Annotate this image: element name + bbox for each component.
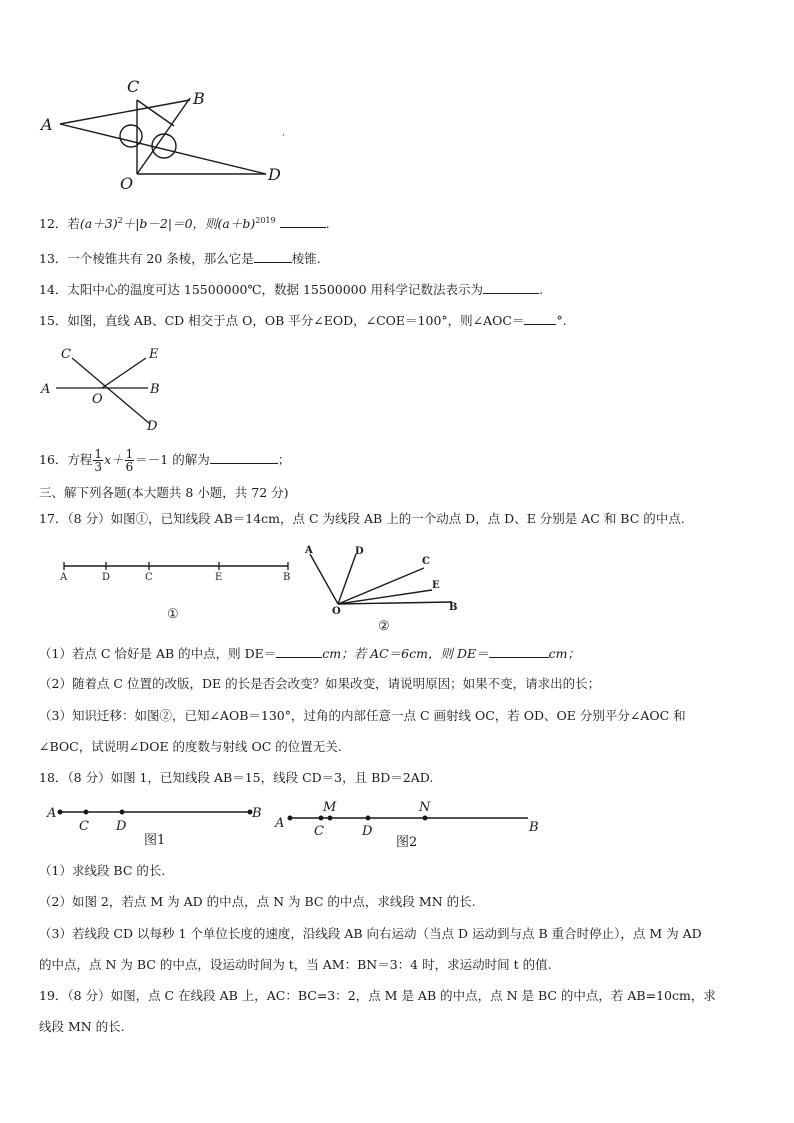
label-M: M xyxy=(323,800,337,815)
q14-number: 14． xyxy=(39,282,68,297)
question-14 xyxy=(39,282,543,298)
q12-expr2: (a＋b) xyxy=(217,216,256,232)
label-O: O xyxy=(332,606,341,617)
label-A: A xyxy=(41,115,53,134)
label-D: D xyxy=(116,819,127,834)
q12-number: 12． xyxy=(39,216,68,232)
q16-x: x＋ xyxy=(104,452,124,467)
q17-part1-a: （1）若点 C 恰好是 AB 的中点，则 DE＝ xyxy=(39,646,277,661)
q15-text: 如图，直线 AB、CD 相交于点 O，OB 平分∠EOD，∠COE＝100°，则∠AOC＝ xyxy=(67,313,525,328)
q16-pre: 方程 xyxy=(67,452,93,467)
label-D: D xyxy=(355,546,364,557)
label-B: B xyxy=(449,602,458,613)
label-D: D xyxy=(147,419,158,434)
label-A: A xyxy=(60,572,68,583)
label-A: A xyxy=(47,806,57,821)
question-19-line1: 19．（8 分）如图，点 C 在线段 AB 上，AC：BC=3：2，点 M 是 AB 的中点，点 N 是 BC 的中点，若 AB=10cm，求 xyxy=(39,988,716,1003)
label-C: C xyxy=(61,347,71,362)
label-A: A xyxy=(305,545,313,556)
q17-blank-1[interactable] xyxy=(276,646,322,658)
label-B: B xyxy=(193,89,205,108)
caption-fig2: ② xyxy=(378,619,390,634)
caption-fig1: 图1 xyxy=(144,833,166,848)
q12-mid: ＋|b－2|＝0，则 xyxy=(122,216,218,232)
q13-answer-blank[interactable] xyxy=(254,251,292,263)
question-18-stem: 18．（8 分）如图 1，已知线段 AB＝15，线段 CD＝3，且 BD＝2AD. xyxy=(39,770,434,785)
figure-q15-intersecting-lines xyxy=(36,342,176,434)
label-C: C xyxy=(79,819,89,834)
figure-q17-angle xyxy=(296,544,466,636)
caption-fig1: ① xyxy=(167,607,179,622)
q17-part3-line1: （3）知识迁移：如图②，已知∠AOB＝130°，过角的内部任意一点 C 画射线 OC，若 OD、OE 分别平分∠AOC 和 xyxy=(39,708,686,723)
q17-part1-b: cm；若 AC＝6cm，则 DE＝ xyxy=(322,646,489,661)
question-13 xyxy=(39,251,321,267)
question-12 xyxy=(39,213,330,232)
label-A: A xyxy=(275,816,285,831)
label-D: D xyxy=(102,572,111,583)
label-B: B xyxy=(252,806,262,821)
label-E: E xyxy=(432,580,440,591)
stray-dot: · xyxy=(282,131,285,141)
caption-fig2: 图2 xyxy=(396,835,418,850)
q16-number: 16． xyxy=(39,452,68,467)
fraction-one-sixth: $\frac{1}{6}$ xyxy=(125,447,134,474)
q17-blank-2[interactable] xyxy=(489,646,549,658)
label-B: B xyxy=(283,572,291,583)
q18-part2: （2）如图 2，若点 M 为 AD 的中点，点 N 为 BC 的中点，求线段 MN 的长. xyxy=(39,894,476,909)
q14-text: 太阳中心的温度可达 15500000℃，数据 15500000 用科学记数法表示为 xyxy=(67,282,484,297)
label-C: C xyxy=(314,824,324,839)
q18-part3-line2: 的中点，点 N 为 BC 的中点，设运动时间为 t，当 AM：BN＝3：4 时，求运动时间 t 的值. xyxy=(39,957,552,972)
q12-exp2: 2019 xyxy=(255,216,276,225)
q17-part2: （2）随着点 C 位置的改版，DE 的长是否会改变？如果改变，请说明原因；如果不变，请求出的长； xyxy=(39,676,601,691)
label-C: C xyxy=(422,556,430,567)
q17-part1 xyxy=(39,646,580,662)
label-B: B xyxy=(529,820,539,835)
label-D: D xyxy=(362,824,373,839)
label-A: A xyxy=(41,382,51,397)
section-heading: 三、解下列各题(本大题共 8 小题，共 72 分) xyxy=(39,485,289,500)
q13-text: 一个棱锥共有 20 条棱，那么它是 xyxy=(67,251,254,266)
q16-answer-blank[interactable] xyxy=(210,452,278,464)
q14-answer-blank[interactable] xyxy=(483,282,539,294)
figure-q17-segment xyxy=(54,552,304,624)
q18-part1: （1）求线段 BC 的长. xyxy=(39,863,166,878)
figure-q18-fig1 xyxy=(44,800,270,850)
label-N: N xyxy=(419,800,431,815)
label-D: D xyxy=(268,165,281,184)
q14-end: . xyxy=(539,282,544,297)
question-16 xyxy=(39,448,290,473)
label-O: O xyxy=(120,174,134,193)
q12-end: . xyxy=(325,216,330,232)
q16-post: ＝－1 的解为 xyxy=(135,452,210,467)
q15-number: 15． xyxy=(39,313,68,328)
question-19-line2: 线段 MN 的长. xyxy=(39,1019,125,1034)
q12-answer-blank[interactable] xyxy=(280,216,326,228)
figure-quadrilateral xyxy=(36,74,296,194)
label-E: E xyxy=(149,347,159,362)
q12-expr: (a＋3) xyxy=(79,216,118,232)
label-B: B xyxy=(150,382,160,397)
q16-end: ； xyxy=(277,452,291,467)
label-C: C xyxy=(127,77,140,96)
question-17-stem: 17．（8 分）如图①，已知线段 AB＝14cm，点 C 为线段 AB 上的一个动点 D，点 D、E 分别是 AC 和 BC 的中点. xyxy=(39,511,685,526)
q12-exp1: 2 xyxy=(117,216,123,225)
q17-part3-line2: ∠BOC，试说明∠DOE 的度数与射线 OC 的位置无关. xyxy=(39,739,342,754)
q13-end: 棱锥. xyxy=(291,251,321,266)
label-E: E xyxy=(215,572,223,583)
q12-pre: 若 xyxy=(67,216,80,232)
fraction-one-third: $\frac{1}{3}$ xyxy=(94,447,103,474)
label-C: C xyxy=(145,572,153,583)
figure-q18-fig2 xyxy=(272,798,546,854)
q13-number: 13． xyxy=(39,251,68,266)
q15-answer-blank[interactable] xyxy=(524,313,556,325)
q18-part3-line1: （3）若线段 CD 以每秒 1 个单位长度的速度，沿线段 AB 向右运动（当点 D 运动到与点 B 重合时停止），点 M 为 AD xyxy=(39,926,702,941)
label-O: O xyxy=(92,392,103,407)
q17-part1-c: cm； xyxy=(548,646,580,661)
question-15 xyxy=(39,313,567,329)
q15-end: °. xyxy=(556,313,567,328)
